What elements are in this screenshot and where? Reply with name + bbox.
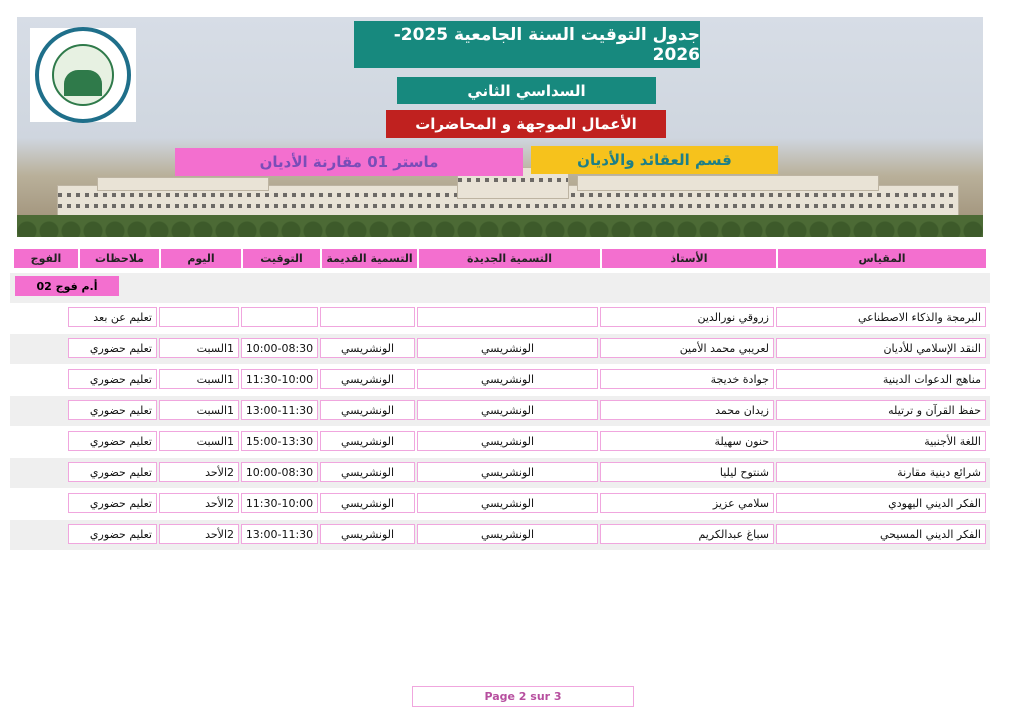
cell-time: 15:00-13:30 [241,431,318,451]
cell-time [241,307,318,327]
page-number: Page 2 sur 3 [412,686,634,707]
cell-new-name: الونشريسي [417,338,598,358]
cell-notes: تعليم حضوري [68,400,157,420]
col-header-old-name: التسمية القديمة [322,249,417,268]
col-header-module: المقياس [778,249,986,268]
campus-building-wing [577,175,879,191]
col-header-time: التوقيت [243,249,320,268]
cell-professor: شنتوح ليليا [600,462,774,482]
cell-old-name: الونشريسي [320,462,415,482]
table-row [10,489,990,519]
cell-old-name: الونشريسي [320,338,415,358]
cell-new-name: الونشريسي [417,493,598,513]
cell-old-name: الونشريسي [320,493,415,513]
cell-module: الفكر الديني المسيحي [776,524,986,544]
cell-notes: تعليم حضوري [68,338,157,358]
campus-trees [17,215,983,237]
cell-old-name: الونشريسي [320,400,415,420]
cell-day: 2الأحد [159,524,239,544]
table-row [10,458,990,488]
cell-new-name [417,307,598,327]
cell-notes: تعليم حضوري [68,493,157,513]
table-row [10,427,990,457]
cell-module: البرمجة والذكاء الاصطناعي [776,307,986,327]
master-label: ماستر 01 مقارنة الأديان [175,148,523,176]
cell-day: 1السبت [159,431,239,451]
cell-old-name: الونشريسي [320,524,415,544]
cell-old-name [320,307,415,327]
group-row [10,273,990,303]
cell-new-name: الونشريسي [417,431,598,451]
cell-time: 11:30-10:00 [241,369,318,389]
page-title: جدول التوقيت السنة الجامعية 2025-2026 [354,21,700,68]
col-header-day: اليوم [161,249,241,268]
table-row [10,365,990,395]
cell-notes: تعليم عن بعد [68,307,157,327]
cell-time: 10:00-08:30 [241,338,318,358]
cell-professor: سباغ عبدالكريم [600,524,774,544]
cell-time: 11:30-10:00 [241,493,318,513]
cell-time: 13:00-11:30 [241,400,318,420]
cell-module: النقد الإسلامي للأديان [776,338,986,358]
cell-professor: سلامي عزيز [600,493,774,513]
cell-new-name: الونشريسي [417,524,598,544]
cell-day: 2الأحد [159,493,239,513]
cell-notes: تعليم حضوري [68,369,157,389]
cell-day [159,307,239,327]
cell-module: اللغة الأجنبية [776,431,986,451]
col-header-notes: ملاحظات [80,249,159,268]
cell-professor: لعريبي محمد الأمين [600,338,774,358]
group-label: أ.م فوج 02 [15,276,119,296]
works-label: الأعمال الموجهة و المحاضرات [386,110,666,138]
cell-day: 2الأحد [159,462,239,482]
cell-professor: زروقي نورالدين [600,307,774,327]
cell-old-name: الونشريسي [320,431,415,451]
cell-module: حفظ القرآن و ترتيله [776,400,986,420]
table-row [10,396,990,426]
semester-label: السداسي الثاني [397,77,656,104]
cell-day: 1السبت [159,338,239,358]
table-row [10,520,990,550]
university-logo [30,28,136,122]
university-seal-icon [35,27,131,123]
cell-day: 1السبت [159,400,239,420]
cell-module: شرائع دينية مقارنة [776,462,986,482]
col-header-new-name: التسمية الجديدة [419,249,600,268]
cell-new-name: الونشريسي [417,369,598,389]
cell-module: مناهج الدعوات الدينية [776,369,986,389]
col-header-group: الفوج [14,249,78,268]
cell-new-name: الونشريسي [417,400,598,420]
table-row [10,303,990,333]
table-row [10,334,990,364]
cell-time: 13:00-11:30 [241,524,318,544]
campus-building-wing [97,177,269,191]
cell-time: 10:00-08:30 [241,462,318,482]
department-label: قسم العقائد والأديان [531,146,778,174]
cell-old-name: الونشريسي [320,369,415,389]
cell-professor: زيدان محمد [600,400,774,420]
cell-notes: تعليم حضوري [68,462,157,482]
cell-day: 1السبت [159,369,239,389]
cell-new-name: الونشريسي [417,462,598,482]
cell-notes: تعليم حضوري [68,431,157,451]
col-header-professor: الأستاذ [602,249,776,268]
cell-professor: حنون سهيلة [600,431,774,451]
cell-module: الفكر الديني اليهودي [776,493,986,513]
cell-notes: تعليم حضوري [68,524,157,544]
cell-professor: جوادة خديجة [600,369,774,389]
